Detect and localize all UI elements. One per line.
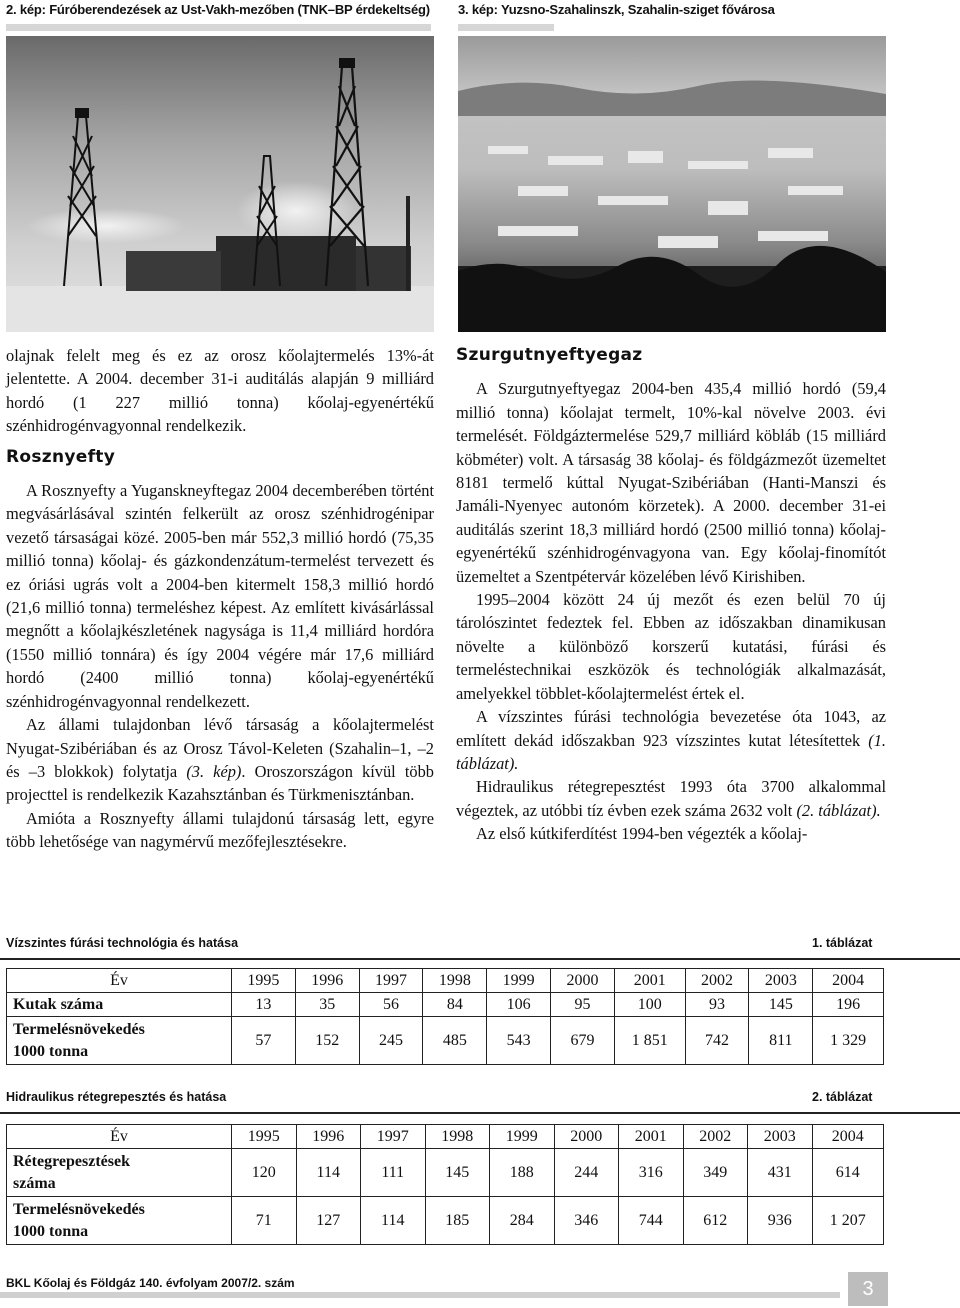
table-cell: 106 — [487, 993, 551, 1017]
horizontal-drilling-table — [6, 968, 884, 1065]
table-cell: 114 — [296, 1149, 361, 1197]
city-photo — [458, 36, 886, 332]
table-header-cell: Év — [7, 1125, 232, 1149]
rosznyefty-heading: Rosznyefty — [6, 446, 116, 467]
table-cell: 71 — [232, 1197, 297, 1245]
left-paragraph-2: A Rosznyefty a Yuganskneyftegaz 2004 decemberében történt megvásárlásával szintén felkerült az orosz szénhidrogénipar vezető társaságai közé. 2005-ben már 552,3 millió hordó (75,35 millió tonna) kőolaj- és gázkondenzátum-termelést tervezett és ez óriási ugrás volt a 2004-ben kitermelt 158,3 millió hordó (21,6 millió tonna) termeléshez képest. Az említett kivásárlással megnőtt a kőolajkészletének nagysága is 11,4 milliárd hordóra (1550 millió tonnára) és így 2004 végére már 17,6 milliárd hordó (2400 millió tonna) kőolaj-egyenértékű szénhidrogénvagyonnal rendelkezett. — [6, 481, 434, 711]
table-cell: 84 — [423, 993, 487, 1017]
table-cell: 95 — [551, 993, 615, 1017]
table-cell: 1 329 — [813, 1017, 884, 1065]
right-p3-text: A vízszintes fúrási technológia bevezetése óta 1043, az említett dekád időszakban 923 vízszintes kutat létesítettek — [456, 707, 886, 750]
year-cell: 1995 — [232, 969, 296, 993]
row-label-line2: száma — [13, 1174, 56, 1192]
year-cell: 2004 — [813, 969, 884, 993]
table2-title: Hidraulikus rétegrepesztés és hatása — [6, 1090, 227, 1104]
right-paragraph-1: A Szurgutnyeftyegaz 2004-ben 435,4 millió hordó (59,4 millió tonna) kőolajat termelt, 10%-kal növelve 2003. évi termelését. Földgáztermelése 529,7 milliárd köbláb (15 milliárd köbméter) volt. A társaság 38 kőolaj- és földgázmezőt üzemeltet 8181 termelő kúttal Nyugat-Szibériában (Hanti-Manszi és Jamáli-Nyenyec autonóm körzetek). A 2000. december 31-ei auditálás szerint 18,3 milliárd hordó (2500 millió tonna) kőolaj-egyenértékű szénhidrogénvagyona van. Egy kőolaj-finomítót üzemeltet a Szentpétervár közelében lévő Kirishiben. — [456, 379, 886, 586]
year-cell: 1996 — [296, 1125, 361, 1149]
table-cell: 811 — [749, 1017, 813, 1065]
year-cell: 1999 — [487, 969, 551, 993]
table2-label: 2. táblázat — [812, 1090, 873, 1104]
left-paragraph-3 — [6, 713, 434, 807]
table-cell: 35 — [295, 993, 359, 1017]
year-cell: 2001 — [619, 1125, 684, 1149]
table-cell: 936 — [748, 1197, 813, 1245]
table-cell: 1 851 — [614, 1017, 685, 1065]
row-label-line1: Termelésnövekedés — [13, 1200, 145, 1218]
year-cell: 2000 — [554, 1125, 619, 1149]
hydraulic-fracturing-table — [6, 1124, 884, 1245]
row-label-line2: 1000 tonna — [13, 1222, 89, 1240]
row-label — [7, 1149, 232, 1197]
table1-top-rule — [0, 958, 960, 960]
table-cell: 744 — [619, 1197, 684, 1245]
table-cell: 245 — [359, 1017, 423, 1065]
row-label: Kutak száma — [7, 993, 232, 1017]
row-label-line1: Rétegrepesztések — [13, 1152, 130, 1170]
right-paragraph-2: 1995–2004 között 24 új mezőt és ezen belül 70 új tárolószintet fedeztek fel. Ebben az időszakban dinamikusan növelte a különböző korszerű kutatási, fúrási és termeléstechnikai eszközök és technológiák alkalmazását, amelyekkel többlet-kőolajtermelést értek el. — [456, 590, 886, 703]
table-row — [7, 1017, 884, 1065]
table-cell: 196 — [813, 993, 884, 1017]
row-label — [7, 1197, 232, 1245]
row-label-line2: 1000 tonna — [13, 1042, 89, 1060]
table-row — [7, 969, 884, 993]
table-cell: 346 — [554, 1197, 619, 1245]
table-cell: 1 207 — [812, 1197, 884, 1245]
year-cell: 1998 — [425, 1125, 490, 1149]
table-row — [7, 993, 884, 1017]
year-cell: 1997 — [361, 1125, 426, 1149]
table-cell: 349 — [683, 1149, 748, 1197]
photo-caption-left: 2. kép: Fúróberendezések az Ust-Vakh-mezőben (TNK–BP érdekeltség) — [6, 2, 430, 17]
year-cell: 1995 — [232, 1125, 297, 1149]
year-cell: 1997 — [359, 969, 423, 993]
year-cell: 2002 — [683, 1125, 748, 1149]
row-label — [7, 1017, 232, 1065]
table-cell: 93 — [685, 993, 749, 1017]
table-cell: 13 — [232, 993, 296, 1017]
table-cell: 111 — [361, 1149, 426, 1197]
left-paragraph-1: olajnak felelt meg és ez az orosz kőolajtermelés 13%-át jelentette. A 2004. december 31-i auditálás alapján 9 milliárd hordó (1 227 millió tonna) kőolaj-egyenértékű szénhidrogénvagyonnal rendelkezik. — [6, 346, 434, 436]
table-cell: 152 — [295, 1017, 359, 1065]
table-cell: 127 — [296, 1197, 361, 1245]
year-cell: 2001 — [614, 969, 685, 993]
table-ref-2: (2. táblázat). — [796, 800, 881, 820]
photo-ref-3: (3. kép) — [186, 761, 242, 781]
table-cell: 185 — [425, 1197, 490, 1245]
year-cell: 1999 — [490, 1125, 555, 1149]
table-cell: 543 — [487, 1017, 551, 1065]
table-cell: 614 — [812, 1149, 884, 1197]
year-cell: 2003 — [748, 1125, 813, 1149]
left-paragraph-4: Amióta a Rosznyefty állami tulajdonú társaság lett, egyre több lehetősége van nagymérvű mezőfejlesztésekre. — [6, 808, 434, 852]
table-cell: 431 — [748, 1149, 813, 1197]
year-cell: 1996 — [295, 969, 359, 993]
table-row — [7, 1197, 884, 1245]
right-text-column — [456, 344, 886, 846]
table-cell: 244 — [554, 1149, 619, 1197]
left-text-column — [6, 344, 434, 854]
table-cell: 145 — [425, 1149, 490, 1197]
year-cell: 2000 — [551, 969, 615, 993]
footer-bar — [0, 1292, 840, 1298]
table-cell: 57 — [232, 1017, 296, 1065]
table1-label: 1. táblázat — [812, 936, 873, 950]
table-cell: 100 — [614, 993, 685, 1017]
table-cell: 742 — [685, 1017, 749, 1065]
table-row — [7, 1125, 884, 1149]
table-header-cell: Év — [7, 969, 232, 993]
right-paragraph-4 — [456, 775, 886, 822]
caption-bar-right — [458, 24, 554, 31]
table1-title: Vízszintes fúrási technológia és hatása — [6, 936, 239, 950]
right-p4-text: Hidraulikus rétegrepesztést 1993 óta 3700 alkalommal végeztek, az utóbbi tíz évben ezek száma 2632 volt — [456, 777, 886, 820]
page-number: 3 — [848, 1272, 888, 1306]
table-cell: 145 — [749, 993, 813, 1017]
year-cell: 1998 — [423, 969, 487, 993]
photo-caption-right: 3. kép: Yuzsno-Szahalinszk, Szahalin-sziget fővárosa — [458, 2, 775, 17]
right-paragraph-3 — [456, 705, 886, 775]
left-p3-text: Az állami tulajdonban lévő társaság a kőolajtermelést Nyugat-Szibériában és az Orosz Távol-Keleten (Szahalin–1, –2 és –3 blokkok) folytatja — [6, 715, 434, 781]
journal-footer: BKL Kőolaj és Földgáz 140. évfolyam 2007/2. szám — [6, 1276, 295, 1290]
table-cell: 188 — [490, 1149, 555, 1197]
year-cell: 2003 — [749, 969, 813, 993]
row-label-line1: Termelésnövekedés — [13, 1020, 145, 1038]
drilling-rigs-photo — [6, 36, 434, 332]
szurgutnyeftyegaz-heading: Szurgutnyeftyegaz — [456, 345, 643, 365]
table-cell: 284 — [490, 1197, 555, 1245]
table-row — [7, 1149, 884, 1197]
table-cell: 114 — [361, 1197, 426, 1245]
table-cell: 56 — [359, 993, 423, 1017]
table-cell: 120 — [232, 1149, 297, 1197]
left-p3-end: . Oroszországon kívül több projecttel is rendelkezik Kazahsztánban és Türkmenisztánban. — [6, 761, 434, 805]
right-paragraph-5: Az első kútkiferdítést 1994-ben végezték a kőolaj- — [476, 824, 808, 844]
year-cell: 2004 — [812, 1125, 884, 1149]
table-cell: 679 — [551, 1017, 615, 1065]
table-cell: 612 — [683, 1197, 748, 1245]
table-cell: 485 — [423, 1017, 487, 1065]
table-cell: 316 — [619, 1149, 684, 1197]
table-ref-1: (1. táblázat). — [456, 730, 886, 773]
year-cell: 2002 — [685, 969, 749, 993]
table2-top-rule — [0, 1112, 960, 1114]
caption-bar-left — [6, 24, 431, 31]
